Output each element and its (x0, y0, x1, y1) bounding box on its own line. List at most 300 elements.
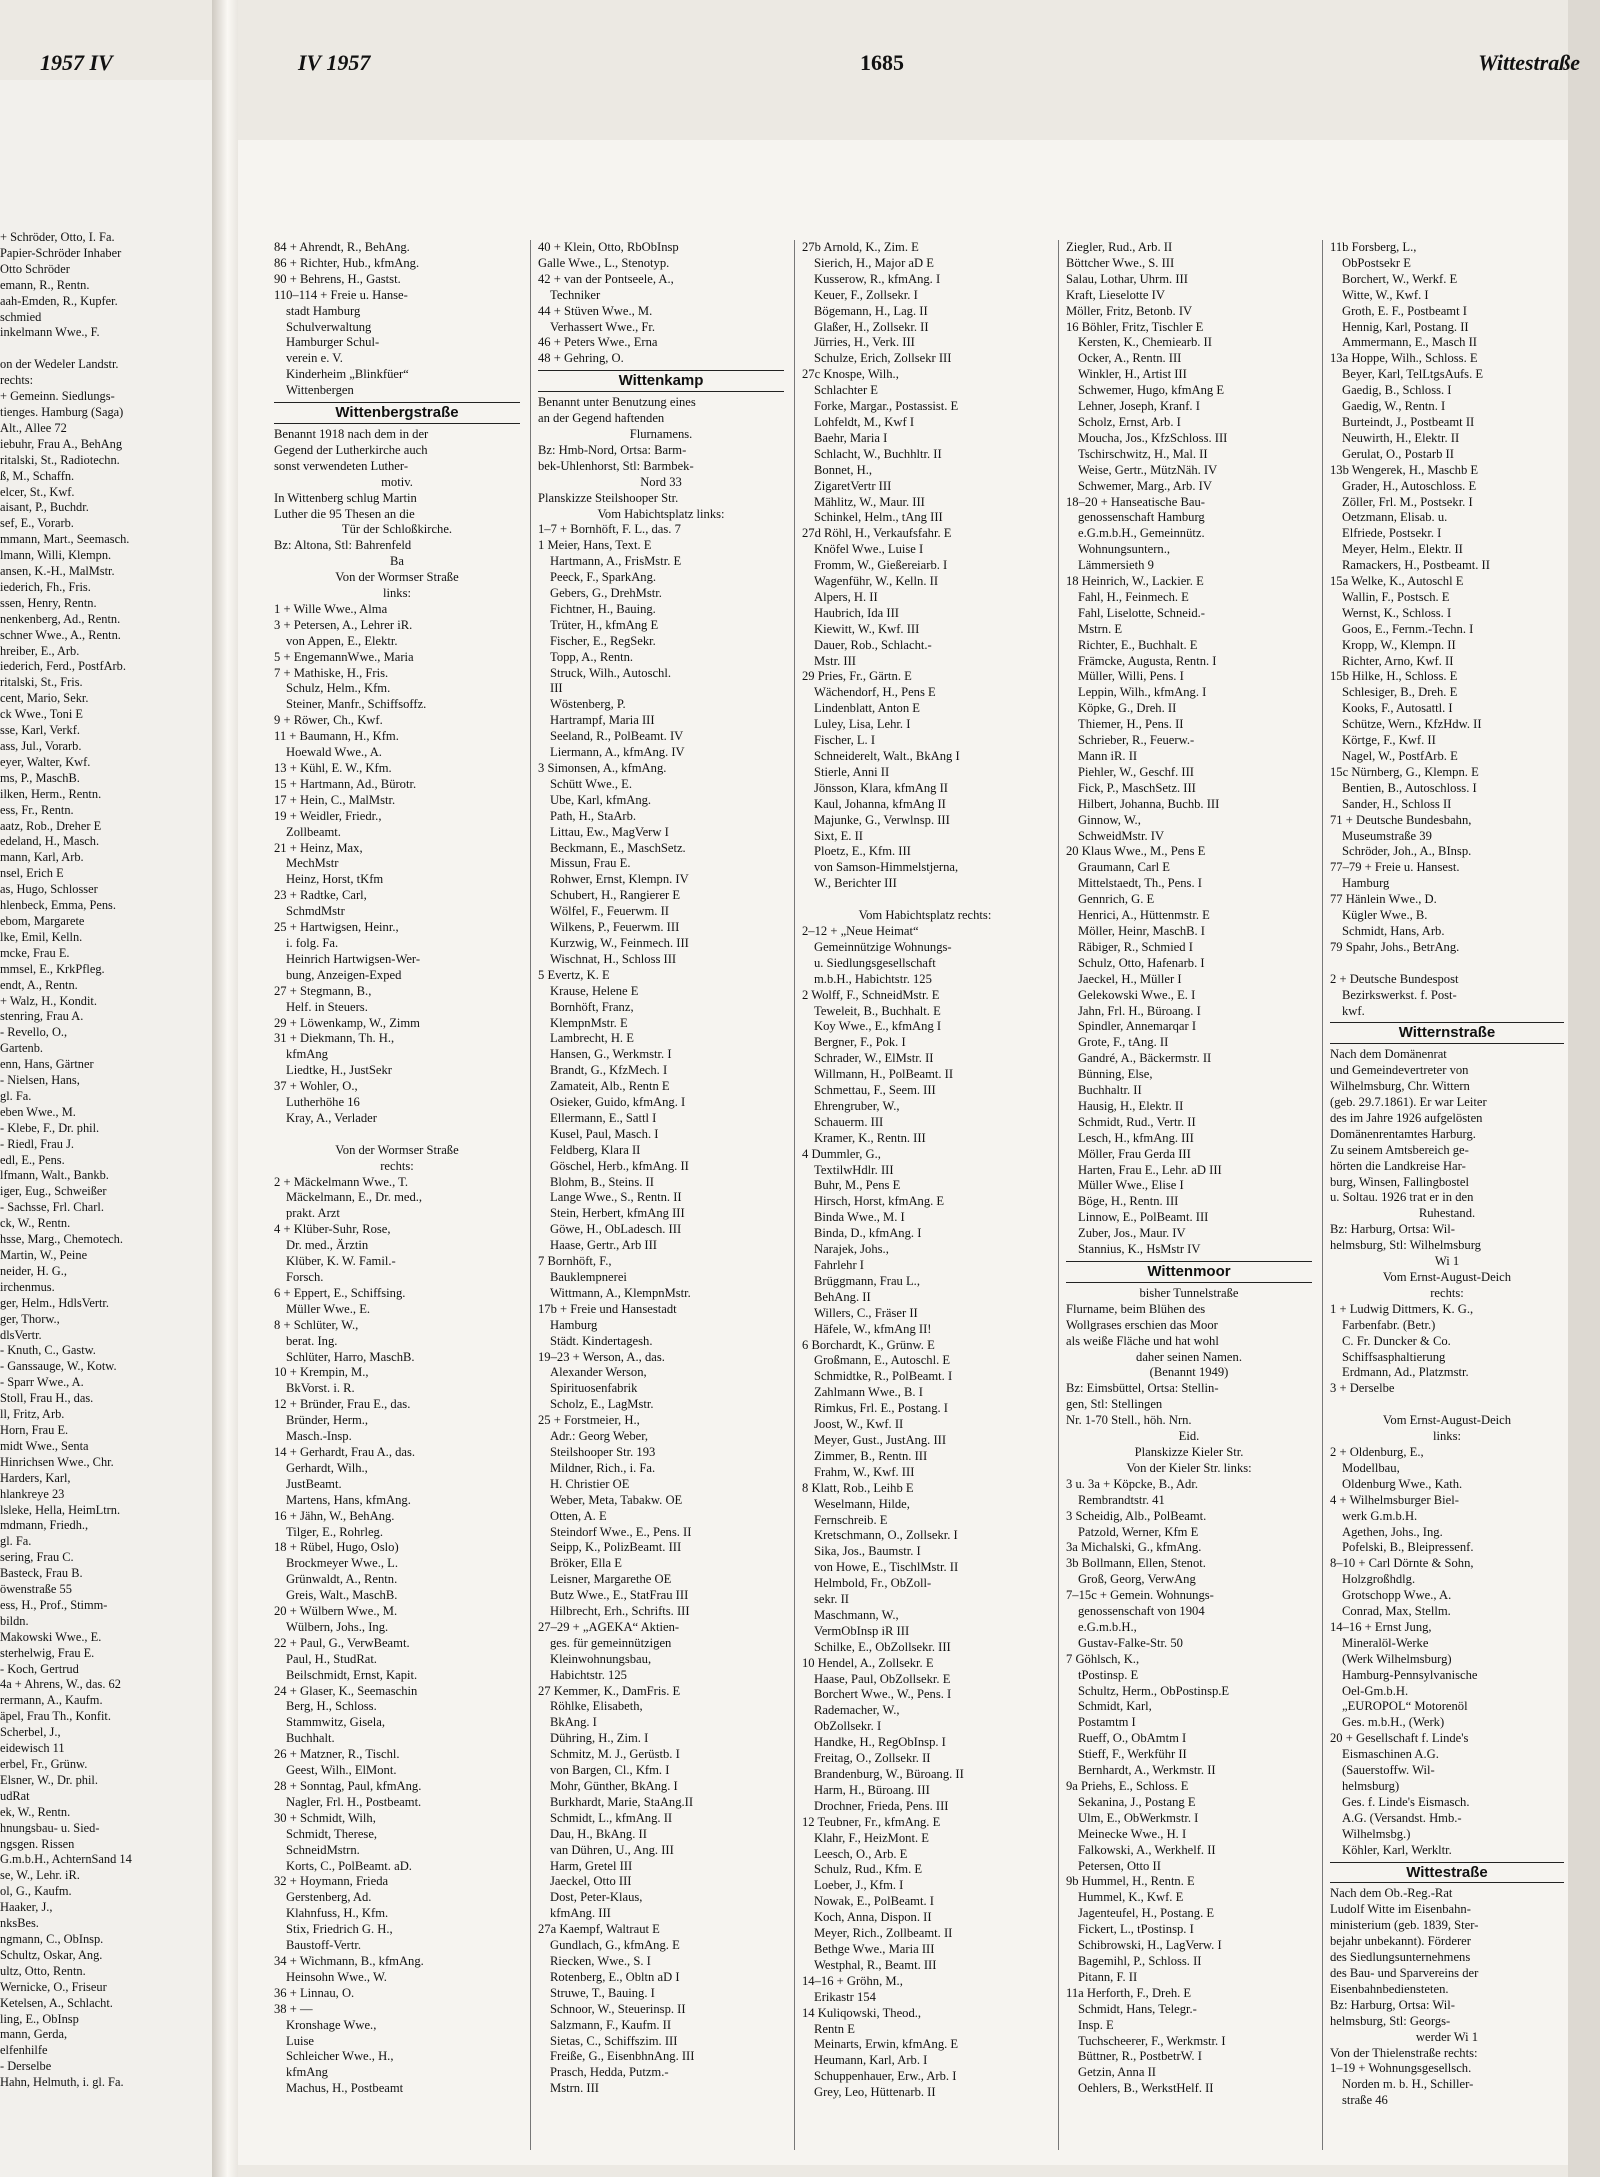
directory-entry: 27–29 + „AGEKA“ Aktien- (538, 1619, 680, 1634)
directory-entry: 2 + Deutsche Bundespost (1330, 971, 1459, 986)
directory-entry: Bz: Altona, Stl: Bahrenfeld (274, 538, 412, 553)
directory-entry: Nr. 1-70 Stell., höh. Nrn. (1066, 1413, 1192, 1428)
directory-entry: als weiße Fläche und hat wohl (1066, 1333, 1219, 1348)
directory-entry: 3a Michalski, G., kfmAng. (1066, 1540, 1202, 1555)
directory-entry: Rembrandtstr. 41 (1078, 1492, 1165, 1507)
directory-entry: Ramackers, H., Postbeamt. II (1342, 558, 1490, 573)
directory-entry: Falkowski, A., Werkhelf. II (1078, 1842, 1216, 1857)
directory-entry: 79 Spahr, Johs., BetrAng. (1330, 939, 1460, 954)
directory-entry: Koch, Anna, Dispon. II (814, 1910, 932, 1925)
directory-entry: Harm, Gretel III (550, 1858, 633, 1873)
directory-entry: Missun, Frau E. (550, 856, 631, 871)
directory-entry: 110–114 + Freie u. Hanse- (274, 287, 408, 302)
left-page-entry: ling, E., ObInsp (0, 2011, 79, 2026)
directory-page (238, 140, 1568, 2165)
directory-entry: Bz: Harburg, Ortsa: Wil- (1330, 1997, 1455, 2012)
directory-entry: Henrici, A., Hüttenmstr. E (1078, 908, 1210, 923)
directory-entry: Weselmann, Hilde, (814, 1496, 910, 1511)
left-page-entry: lmann, Willi, Klempn. (0, 548, 112, 563)
directory-entry: Hirsch, Horst, kfmAng. E (814, 1194, 945, 1209)
directory-entry: Sietas, C., Schiffszim. III (550, 2033, 678, 2048)
directory-entry: Kretschmann, O., Zollsekr. I (814, 1528, 958, 1543)
directory-entry: W., Berichter III (814, 876, 897, 891)
left-page-entry: + Walz, H., Kondit. (0, 993, 97, 1008)
directory-entry: von Appen, E., Elektr. (286, 633, 398, 648)
directory-entry: Seipp, K., PolizBeamt. III (550, 1540, 682, 1555)
directory-entry: 23 + Radtke, Carl, (274, 888, 367, 903)
directory-entry: 8–10 + Carl Dörnte & Sohn, (1330, 1556, 1474, 1571)
left-page-entry: Hahn, Helmuth, i. gl. Fa. (0, 2075, 124, 2090)
directory-entry: Müller, Willi, Pens. I (1078, 669, 1184, 684)
directory-entry: Böttcher Wwe., S. III (1066, 255, 1175, 270)
left-page-entry: edl, E., Pens. (0, 1152, 65, 1167)
directory-entry: Petersen, Otto II (1078, 1858, 1161, 1873)
directory-entry: Scholz, E., LagMstr. (550, 1397, 654, 1412)
directory-entry: 19 + Weidler, Friedr., (274, 808, 382, 823)
directory-entry: Vom Habichtsplatz rechts: (858, 908, 992, 923)
directory-entry: werder Wi 1 (1415, 2029, 1479, 2044)
left-page-entry: - Derselbe (0, 2059, 52, 2074)
left-page-entry: tienges. Hamburg (Saga) (0, 404, 124, 419)
directory-entry: 18 + Rübel, Hugo, Oslo) (274, 1540, 399, 1555)
left-page-entry: - Sparr Wwe., A. (0, 1375, 84, 1390)
directory-entry: Ludolf Witte im Eisenbahn- (1330, 1902, 1471, 1917)
directory-entry: Handke, H., RegObInsp. I (814, 1735, 946, 1750)
left-page-entry: schner Wwe., A., Rentn. (0, 627, 121, 642)
directory-entry: Stammwitz, Gisela, (286, 1715, 385, 1730)
directory-entry: 9b Hummel, H., Rentn. E (1066, 1874, 1195, 1889)
directory-entry: 31 + Diekmann, Th. H., (274, 1031, 395, 1046)
directory-entry: Gundlach, G., kfmAng. E (550, 1938, 680, 1953)
directory-entry: BehAng. II (814, 1289, 871, 1304)
directory-entry: Mstr. III (814, 653, 856, 668)
directory-entry: Klüber, K. W. Famil.- (286, 1254, 396, 1269)
directory-entry: Gerstenberg, Ad. (286, 1890, 372, 1905)
directory-entry: an der Gegend haftenden (538, 411, 665, 426)
directory-entry: Meyer, Rich., Zollbeamt. II (814, 1926, 953, 1941)
directory-entry: Wülbern, Johs., Ing. (286, 1619, 389, 1634)
left-page-entry: - Nielsen, Hans, (0, 1073, 80, 1088)
directory-entry: Butz Wwe., E., StatFrau III (550, 1588, 689, 1603)
left-page-entry: ger, Helm., HdlsVertr. (0, 1295, 109, 1310)
directory-entry: 7 Bornhöft, F., (538, 1254, 612, 1269)
directory-entry: Verhassert Wwe., Fr. (550, 319, 656, 334)
directory-entry: Bögemann, H., Lag. II (814, 303, 928, 318)
directory-entry: BkAng. I (550, 1715, 597, 1730)
directory-entry: 15a Welke, K., Autoschl E (1330, 574, 1464, 589)
directory-entry: Schuppenhauer, Erw., Arb. I (814, 2069, 957, 2084)
directory-entry: Fischer, L. I (814, 733, 876, 748)
directory-entry: Sixt, E. II (814, 828, 863, 843)
street-heading: Wittenkamp (538, 370, 784, 392)
directory-entry: Jaeckel, H., Müller I (1078, 971, 1182, 986)
left-page-entry: Ketelsen, A., Schlacht. (0, 1995, 113, 2010)
directory-column-5 (1330, 240, 1564, 2109)
directory-entry: Oldenburg Wwe., Kath. (1342, 1476, 1463, 1491)
directory-entry: prakt. Arzt (286, 1206, 340, 1221)
left-page-entry: ck Wwe., Toni E (0, 707, 83, 722)
directory-entry: Erikastr 154 (814, 1989, 876, 2004)
directory-entry: ZigaretVertr III (814, 478, 892, 493)
directory-entry: Kleinwohnungsbau, (550, 1651, 652, 1666)
directory-entry: 27b Arnold, K., Zim. E (802, 240, 919, 254)
directory-entry: Lutherhöhe 16 (286, 1095, 360, 1110)
directory-entry: kwf. (1342, 1003, 1365, 1018)
directory-entry: Meyer, Gust., JustAng. III (814, 1432, 947, 1447)
left-page-entry: öwenstraße 55 (0, 1582, 72, 1597)
directory-entry: 28 + Sonntag, Paul, kfmAng. (274, 1779, 422, 1793)
directory-entry: Nach dem Domänenrat (1330, 1047, 1447, 1062)
left-page-entry: schmied (0, 309, 42, 324)
directory-entry: Vom Ernst-August-Deich (1382, 1413, 1512, 1428)
directory-entry (1330, 1397, 1564, 1413)
directory-entry: Luley, Lisa, Lehr. I (814, 717, 911, 732)
left-page-entry: 4a + Ahrens, W., das. 62 (0, 1677, 121, 1692)
left-page-entry: neider, H. G., (0, 1263, 67, 1278)
directory-entry: Tilger, E., Rohrleg. (286, 1524, 383, 1539)
directory-entry: Riecken, Wwe., S. I (550, 1953, 651, 1968)
directory-entry: 9a Priehs, E., Schloss. E (1066, 1779, 1189, 1793)
directory-entry: JustBeamt. (286, 1476, 342, 1491)
directory-entry: 7 + Mathiske, H., Fris. (274, 665, 389, 680)
directory-entry: Kusserow, R., kfmAng. I (814, 271, 941, 286)
directory-entry: Helf. in Steuers. (286, 999, 368, 1014)
directory-entry: 90 + Behrens, H., Gastst. (274, 271, 401, 286)
left-page-entry: mmsel, E., KrkPfleg. (0, 961, 105, 976)
directory-entry: Hummel, K., Kwf. E (1078, 1890, 1184, 1905)
directory-entry: Nagler, Frl. H., Postbeamt. (286, 1794, 422, 1809)
directory-entry: 84 + Ahrendt, R., BehAng. (274, 240, 410, 254)
directory-entry: Bagemihl, P., Schloss. II (1078, 1953, 1202, 1968)
directory-entry: Lohfeldt, M., Kwf I (814, 414, 915, 429)
directory-entry: Grünwaldt, A., Rentn. (286, 1572, 398, 1587)
directory-entry: Struwe, T., Bauing. I (550, 1985, 655, 2000)
directory-entry: 14–16 + Ernst Jung, (1330, 1619, 1432, 1634)
directory-entry: von Samson-Himmelstjerna, (814, 860, 959, 875)
directory-entry: ges. für gemeinnützigen (550, 1635, 672, 1650)
directory-entry: Erdmann, Ad., Platzmstr. (1342, 1365, 1469, 1380)
left-page-entry: mmann, Mart., Seemasch. (0, 532, 130, 547)
left-page-entry: gl. Fa. (0, 1088, 32, 1103)
directory-entry: Schmettau, F., Seem. III (814, 1083, 936, 1098)
directory-entry: Möller, Fritz, Betonb. IV (1066, 303, 1193, 318)
directory-entry: Hilbrecht, Erh., Schrifts. III (550, 1604, 690, 1619)
directory-entry: Schwemer, Hugo, kfmAng E (1078, 383, 1225, 398)
left-page-entry: bildn. (0, 1613, 29, 1628)
directory-entry: 13 + Kühl, E. W., Kfm. (274, 761, 392, 775)
directory-entry: 4 Dummler, G., (802, 1146, 881, 1161)
left-page-entry: emann, R., Rentn. (0, 277, 90, 292)
directory-entry: Ellermann, E., Sattl I (550, 1110, 657, 1125)
directory-entry: Eid. (1178, 1429, 1200, 1444)
directory-entry: 22 + Paul, G., VerwBeamt. (274, 1635, 410, 1650)
directory-entry: Brandt, G., KfzMech. I (550, 1063, 668, 1078)
directory-entry: Buhr, M., Pens E (814, 1178, 901, 1193)
directory-entry: Haase, Gertr., Arb III (550, 1238, 658, 1253)
directory-entry: 38 + — (274, 2001, 313, 2016)
directory-entry: Tür der Schloßkirche. (341, 522, 453, 537)
directory-entry: links: (1433, 1429, 1461, 1444)
directory-entry: Hamburger Schul- (286, 335, 380, 350)
left-page-entry: Scherbel, J., (0, 1725, 61, 1740)
directory-entry: 5 Evertz, K. E (538, 967, 610, 982)
directory-entry: Hartrampf, Maria III (550, 713, 655, 728)
directory-entry: Hamburg (1342, 876, 1390, 891)
directory-entry: Bergner, F., Pok. I (814, 1035, 906, 1050)
directory-entry: Lange Wwe., S., Rentn. II (550, 1190, 682, 1205)
directory-entry: Zöller, Frl. M., Postsekr. I (1342, 494, 1473, 509)
directory-entry: Majunke, G., Verwlnsp. III (814, 812, 950, 827)
directory-entry (1330, 956, 1564, 972)
directory-entry: Steiner, Manfr., Schiffsoffz. (286, 697, 427, 712)
directory-entry: 6 + Eppert, E., Schiffsing. (274, 1285, 406, 1300)
directory-entry: Richter, E., Buchhalt. E (1078, 637, 1198, 652)
directory-entry: 32 + Hoymann, Frieda (274, 1874, 389, 1889)
directory-entry: Brandenburg, W., Büroang. II (814, 1767, 964, 1781)
directory-entry: A.G. (Versandst. Hmb.- (1342, 1810, 1462, 1825)
directory-entry: Ulm, E., ObWerkmstr. I (1078, 1810, 1199, 1825)
directory-entry: 3b Bollmann, Ellen, Stenot. (1066, 1556, 1206, 1571)
directory-entry: Grader, H., Autoschloss. E (1342, 478, 1477, 493)
directory-entry: 27d Röhl, H., Verkaufsfahr. E (802, 526, 952, 541)
left-page-entry: stenring, Frau A. (0, 1009, 84, 1024)
directory-entry: Schrieber, R., Feuerw.- (1078, 733, 1195, 748)
directory-entry: 13a Hoppe, Wilh., Schloss. E (1330, 351, 1478, 366)
directory-entry: Ba (390, 554, 404, 569)
directory-entry: Flurnamens. (629, 426, 693, 441)
directory-entry: Schulz, Rud., Kfm. E (814, 1862, 923, 1877)
directory-entry: des im Jahre 1926 aufgelösten (1330, 1110, 1483, 1125)
directory-entry: Bünning, Else, (1078, 1067, 1153, 1082)
left-page-entry: erbel, Fr., Grünw. (0, 1757, 88, 1771)
directory-entry: kfmAng. III (550, 1906, 611, 1921)
directory-entry: ObZollsekr. I (814, 1719, 882, 1734)
directory-entry: Hoewald Wwe., A. (286, 745, 382, 760)
directory-entry: 8 Klatt, Rob., Leihb E (802, 1480, 914, 1495)
left-page-entry: nenkenberg, Ad., Rentn. (0, 611, 121, 626)
directory-entry: 14–16 + Gröhn, M., (802, 1973, 903, 1988)
directory-entry: 1–19 + Wohnungsgesellsch. (1330, 2061, 1472, 2076)
directory-entry: Kray, A., Verlader (286, 1110, 377, 1125)
column-divider (530, 240, 531, 2150)
directory-entry: verein e. V. (286, 351, 343, 366)
directory-entry: Paul, H., StudRat. (286, 1651, 377, 1666)
directory-entry: Leppin, Wilh., kfmAng. I (1078, 685, 1207, 700)
directory-entry: 10 Hendel, A., Zollsekr. E (802, 1655, 934, 1670)
directory-entry: SchmdMstr (286, 904, 345, 919)
directory-entry: „EUROPOL“ Motorenöl (1342, 1699, 1468, 1714)
directory-entry: 27 + Stegmann, B., (274, 983, 372, 998)
left-page-entry: - Revello, O., (0, 1025, 68, 1040)
directory-entry (274, 1127, 520, 1143)
left-page-entry: Horn, Frau E. (0, 1422, 69, 1437)
left-page-entry: rechts: (0, 373, 34, 388)
directory-entry: Schmidt, Therese, (286, 1826, 378, 1841)
directory-entry: von Bargen, Cl., Kfm. I (550, 1763, 670, 1778)
directory-entry: und Gemeindevertreter von (1330, 1063, 1469, 1078)
directory-entry: Schnoor, W., Steuerinsp. II (550, 2001, 686, 2016)
directory-entry: Schubert, H., Rangierer E (550, 888, 681, 903)
left-page-entry: Makowski Wwe., E. (0, 1629, 102, 1644)
directory-entry: Främcke, Augusta, Rentn. I (1078, 653, 1217, 668)
left-page-header: 1957 IV (40, 50, 113, 75)
directory-entry: Binda, D., kfmAng. I (814, 1226, 922, 1241)
directory-entry: Schmidt, Hans, Arb. (1342, 923, 1445, 938)
left-page-entry: ultz, Otto, Rentn. (0, 1963, 86, 1978)
directory-entry: rechts: (380, 1158, 414, 1173)
left-page-entry: ß, M., Schaffn. (0, 468, 75, 483)
directory-entry: Schmidtke, R., PolBeamt. I (814, 1369, 953, 1384)
left-page-entry: - Knuth, C., Gastw. (0, 1343, 96, 1358)
directory-entry: 27c Knospe, Wilh., (802, 367, 899, 382)
left-page-entry: as, Hugo, Schlosser (0, 882, 98, 897)
directory-entry: Weber, Meta, Tabakw. OE (550, 1492, 683, 1507)
directory-entry: 9 + Röwer, Ch., Kwf. (274, 713, 383, 728)
directory-column-1 (274, 240, 520, 2097)
directory-entry: Jaeckel, Otto III (550, 1874, 632, 1889)
street-heading: Wittenmoor (1066, 1261, 1312, 1283)
directory-entry: Richter, Arno, Kwf. II (1342, 653, 1454, 668)
directory-entry: 10 + Krempin, M., (274, 1365, 369, 1380)
directory-entry: 71 + Deutsche Bundesbahn, (1330, 812, 1472, 827)
directory-entry: Topp, A., Rentn. (550, 649, 634, 664)
directory-entry: Loeber, J., Kfm. I (814, 1878, 904, 1893)
directory-entry: Oel-Gm.b.H. (1342, 1683, 1409, 1698)
directory-entry: Freitag, O., Zollsekr. II (814, 1751, 931, 1766)
directory-entry: helmsburg) (1342, 1779, 1400, 1793)
directory-entry: Pitann, F. II (1078, 1969, 1138, 1984)
directory-entry: Flurname, beim Blühen des (1066, 1301, 1206, 1316)
directory-entry: 29 Pries, Fr., Gärtn. E (802, 669, 912, 684)
directory-entry: Seeland, R., PolBeamt. IV (550, 729, 684, 744)
directory-entry: ministerium (geb. 1839, Ster- (1330, 1918, 1479, 1933)
directory-entry: Planskizze Kieler Str. (1134, 1444, 1244, 1459)
left-page-entry: Basteck, Frau B. (0, 1566, 83, 1581)
directory-entry: Schütt Wwe., E. (550, 776, 632, 791)
directory-entry: Spirituosenfabrik (550, 1381, 638, 1396)
directory-entry: 1 Meier, Hans, Text. E (538, 538, 652, 553)
directory-entry: Techniker (550, 287, 601, 302)
directory-entry: Beilschmidt, Ernst, Kapit. (286, 1667, 418, 1682)
directory-entry: 3 Simonsen, A., kfmAng. (538, 761, 667, 775)
directory-entry: Heinz, Horst, tKfm (286, 872, 384, 887)
directory-entry: Tschirschwitz, H., Mal. II (1078, 446, 1208, 461)
left-page-entry: lke, Emil, Kelln. (0, 929, 83, 944)
directory-entry: ObPostsekr E (1342, 255, 1411, 270)
directory-entry: Wittmann, A., KlempnMstr. (550, 1285, 691, 1300)
directory-entry: Schulze, Erich, Zollsekr III (814, 351, 952, 366)
directory-entry: Grey, Leo, Hüttenarb. II (814, 2085, 936, 2100)
directory-entry: Mäckelmann, E., Dr. med., (286, 1190, 423, 1205)
directory-entry: Kropp, W., Klempn. II (1342, 637, 1456, 652)
left-page-entry: ess, Fr., Rentn. (0, 802, 74, 817)
left-page-entry: hsse, Marg., Chemotech. (0, 1232, 123, 1247)
directory-entry: 34 + Wichmann, B., kfmAng. (274, 1953, 424, 1968)
directory-entry: Gerhardt, Wilh., (286, 1460, 368, 1475)
directory-entry: Gebers, G., DrehMstr. (550, 586, 662, 601)
directory-entry: Mittelstaedt, Th., Pens. I (1078, 876, 1202, 891)
directory-entry: Rimkus, Frl. E., Postang. I (814, 1401, 948, 1416)
running-header (0, 50, 1600, 74)
directory-entry: Brüggmann, Frau L., (814, 1273, 920, 1288)
directory-entry: Linnow, E., PolBeamt. III (1078, 1210, 1209, 1225)
left-page-entry: + Schröder, Otto, I. Fa. (0, 230, 115, 244)
left-page-entry: - Koch, Gertrud (0, 1661, 79, 1676)
directory-entry: Leesch, O., Arb. E (814, 1846, 908, 1861)
directory-entry: Liedtke, H., JustSekr (286, 1063, 392, 1078)
directory-entry: Wernst, K., Schloss. I (1342, 605, 1452, 620)
directory-entry: Bz: Harburg, Ortsa: Wil- (1330, 1222, 1455, 1237)
left-page-entry: eidewisch 11 (0, 1741, 65, 1756)
directory-entry: Norden m. b. H., Schiller- (1342, 2077, 1474, 2092)
directory-entry: Räbiger, R., Schmied I (1078, 939, 1193, 954)
directory-entry: 12 + Bründer, Frau E., das. (274, 1397, 411, 1412)
directory-entry: Leisner, Margarethe OE (550, 1572, 672, 1587)
directory-entry: Hartmann, A., FrisMstr. E (550, 554, 682, 569)
directory-entry: burg, Winsen, Fallingbostel (1330, 1174, 1469, 1189)
directory-entry: Jönsson, Klara, kfmAng II (814, 780, 948, 795)
directory-entry: Ploetz, E., Kfm. III (814, 844, 911, 859)
left-page-entry: aatz, Rob., Dreher E (0, 818, 102, 833)
left-page-entry: Hinrichsen Wwe., Chr. (0, 1454, 114, 1469)
directory-entry: Binda Wwe., M. I (814, 1210, 905, 1225)
directory-entry: Gerulat, O., Postarb II (1342, 446, 1454, 461)
left-page-entry: nksBes. (0, 1916, 39, 1931)
left-page-entry: gl. Fa. (0, 1534, 32, 1549)
directory-entry: 13b Wengerek, H., Maschb E (1330, 462, 1479, 477)
directory-entry: Forsch. (286, 1270, 324, 1284)
directory-entry: Neuwirth, H., Elektr. II (1342, 430, 1460, 445)
directory-entry: Mildner, Rich., i. Fa. (550, 1460, 656, 1475)
left-page-entry: ol, G., Kaufm. (0, 1884, 72, 1899)
directory-entry: Heinrich Hartwigsen-Wer- (286, 951, 421, 966)
directory-entry: Patzold, Werner, Kfm E (1078, 1524, 1199, 1539)
directory-entry: Korts, C., PolBeamt. aD. (286, 1858, 412, 1873)
directory-entry: Jürries, H., Verk. III (814, 335, 915, 350)
directory-entry: Teweleit, B., Buchhalt. E (814, 1003, 941, 1018)
left-page-entry: ngsgen. Rissen (0, 1836, 75, 1851)
directory-entry: Kurzwig, W., Feinmech. III (550, 935, 689, 950)
left-page-entry: sef, E., Vorarb. (0, 516, 74, 531)
directory-entry: Schiffsasphaltierung (1342, 1349, 1446, 1364)
left-page-entry: hlankreye 23 (0, 1486, 65, 1501)
directory-entry: 25 + Forstmeier, H., (538, 1413, 640, 1428)
directory-entry: Witte, W., Kwf. I (1342, 287, 1429, 302)
page-number: 1685 (860, 50, 904, 75)
left-page-entry: ebom, Margarete (0, 913, 85, 928)
directory-entry: Bernhardt, A., Werkmstr. II (1078, 1763, 1216, 1778)
directory-entry: Spindler, Annemarqar I (1078, 1019, 1197, 1034)
directory-entry: Mstrn. E (1078, 621, 1123, 636)
directory-entry: 20 + Wülbern Wwe., M. (274, 1604, 398, 1619)
directory-entry: Rohwer, Ernst, Klempn. IV (550, 872, 689, 887)
directory-entry: 18–20 + Hanseatische Bau- (1066, 494, 1205, 509)
directory-entry: Müller Wwe., E. (286, 1301, 371, 1316)
directory-entry: Wächendorf, H., Pens E (814, 685, 936, 700)
directory-entry: (Sauerstoffw. Wil- (1342, 1763, 1435, 1778)
left-page-entry: ass, Jul., Vorarb. (0, 739, 82, 753)
directory-entry: Benannt 1918 nach dem in der (274, 426, 429, 441)
directory-entry: Bz: Eimsbüttel, Ortsa: Stellin- (1066, 1381, 1219, 1396)
directory-entry: Von der Wormser Straße (335, 570, 459, 585)
left-page-entry: on der Wedeler Landstr. (0, 357, 119, 372)
directory-entry: Hennig, Karl, Postang. II (1342, 319, 1469, 334)
left-page-entry: - Riedl, Frau J. (0, 1136, 74, 1151)
left-page-entry: Alt., Allee 72 (0, 420, 67, 435)
left-page-entry: Otto Schröder (0, 261, 70, 276)
directory-entry: Wollgrases erschien das Moor (1066, 1317, 1218, 1332)
directory-entry: III (550, 681, 563, 696)
